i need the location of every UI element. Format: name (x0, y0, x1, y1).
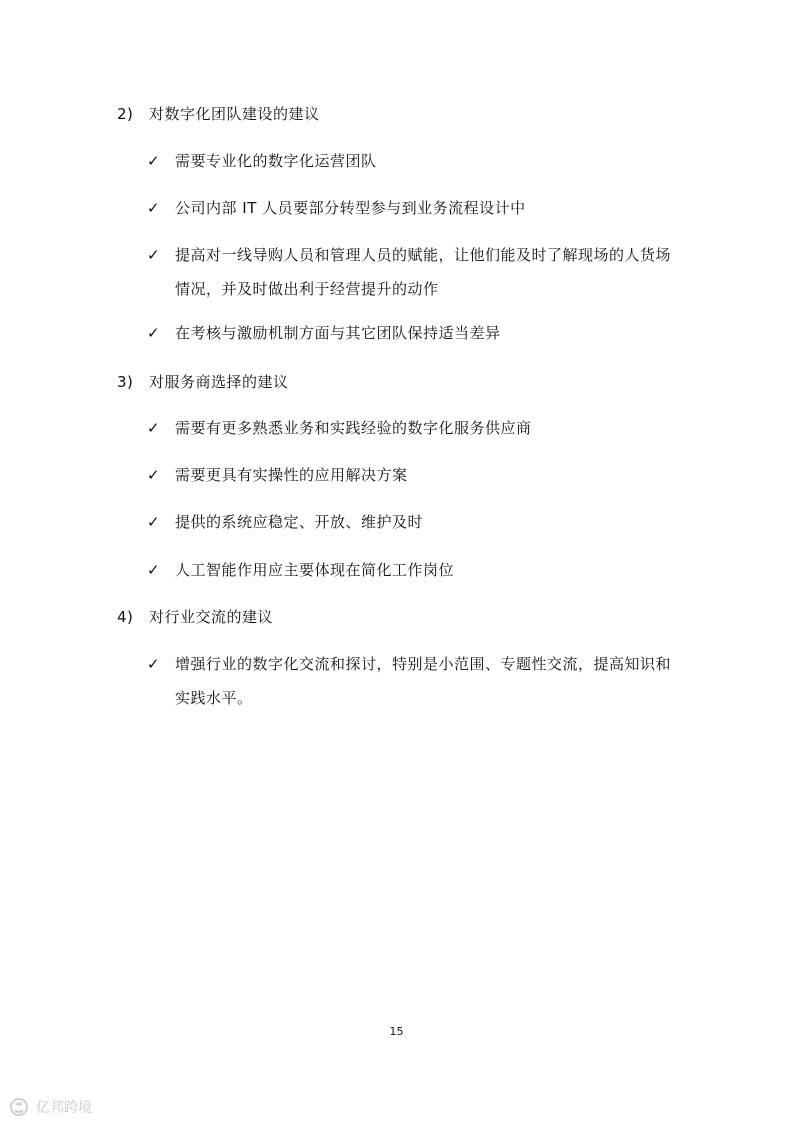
check-icon: ✓ (147, 246, 160, 264)
section-title: 对行业交流的建议 (149, 608, 274, 626)
section-number: 2) (117, 105, 134, 123)
page-number: 15 (389, 1025, 404, 1038)
section-number: 3) (117, 373, 134, 391)
bullet-text: 需要有更多熟悉业务和实践经验的数字化服务供应商 (175, 419, 532, 437)
watermark-text: 亿邦跨境 (36, 1100, 92, 1116)
check-icon: ✓ (147, 466, 160, 484)
section-heading-4 (117, 605, 273, 629)
check-icon: ✓ (147, 561, 160, 579)
check-icon: ✓ (147, 152, 160, 170)
watermark-logo-icon (8, 1096, 30, 1118)
watermark (8, 1096, 92, 1118)
section-title: 对数字化团队建设的建议 (149, 105, 320, 123)
check-icon: ✓ (147, 199, 160, 217)
section-heading-2 (117, 102, 320, 126)
bullet-text: 提供的系统应稳定、开放、维护及时 (175, 513, 424, 531)
bullet-text: 增强行业的数字化交流和探讨，特别是小范围、专题性交流，提高知识和实践水平。 (175, 655, 672, 707)
bullet-text: 提高对一线导购人员和管理人员的赋能，让他们能及时了解现场的人货场情况，并及时做出利于经营提升的动作 (175, 246, 672, 298)
check-icon: ✓ (147, 324, 160, 342)
section-heading-3 (117, 370, 289, 394)
section-title: 对服务商选择的建议 (149, 373, 289, 391)
section-number: 4) (117, 608, 134, 626)
bullet-text: 公司内部 IT 人员要部分转型参与到业务流程设计中 (175, 199, 526, 217)
check-icon: ✓ (147, 655, 160, 673)
bullet-text: 需要专业化的数字化运营团队 (175, 152, 377, 170)
check-icon: ✓ (147, 419, 160, 437)
bullet-text: 在考核与激励机制方面与其它团队保持适当差异 (175, 324, 501, 342)
bullet-text: 人工智能作用应主要体现在简化工作岗位 (175, 561, 455, 579)
bullet-text: 需要更具有实操性的应用解决方案 (175, 466, 408, 484)
check-icon: ✓ (147, 513, 160, 531)
